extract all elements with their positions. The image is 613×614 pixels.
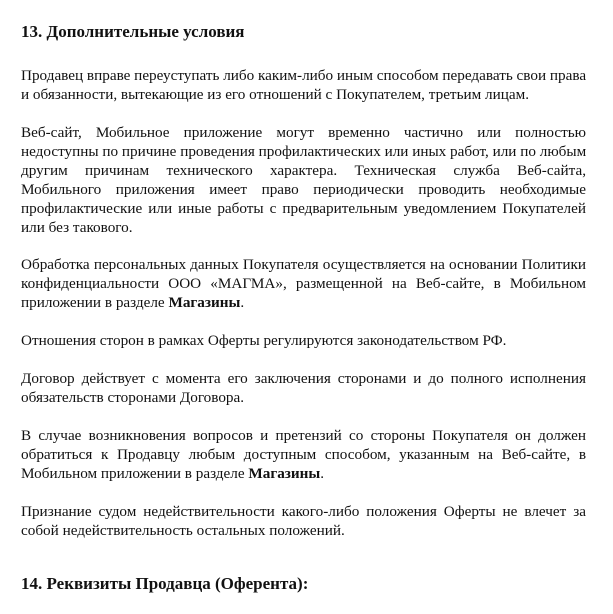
text-run: Мобильном приложении в разделе bbox=[21, 465, 249, 482]
paragraph-severability bbox=[21, 502, 586, 540]
text-line: другим причинам технического характера. Техническая служба Веб-сайта, bbox=[21, 162, 586, 179]
text-line bbox=[21, 293, 586, 312]
paragraph-personal-data bbox=[21, 255, 586, 312]
text-line: недоступны по причине проведения профилактических или иных работ, или по любым bbox=[21, 143, 587, 160]
bold-term-stores: Магазины bbox=[248, 465, 321, 482]
text-line: и обязанности, вытекающие из его отношений с Покупателем, третьим лицам. bbox=[21, 86, 530, 103]
text-line: Мобильного приложения имеет право периодически проводить необходимые bbox=[21, 181, 586, 198]
text-run: приложении в разделе bbox=[21, 294, 169, 311]
text-line: Договор действует с момента его заключения сторонами и до полного исполнения bbox=[21, 370, 586, 387]
paragraph-availability bbox=[21, 123, 586, 237]
bold-term-stores: Магазины bbox=[168, 294, 241, 311]
text-line: профилактические или иные работы с предварительным уведомлением Покупателей bbox=[21, 200, 586, 217]
text-line: Веб-сайт, Мобильное приложение могут временно частично или полностью bbox=[21, 124, 586, 141]
paragraph-contract-term bbox=[21, 369, 586, 407]
text-line: Признание судом недействительности какого-либо положения Оферты не влечет за bbox=[21, 503, 586, 520]
text-line: обратиться к Продавцу любым доступным способом, указанным на Веб-сайте, в bbox=[21, 446, 586, 463]
text-line bbox=[21, 464, 586, 483]
text-line: Продавец вправе переуступать либо каким-либо иным способом передавать свои права bbox=[21, 67, 587, 84]
text-line: или без такового. bbox=[21, 219, 133, 236]
text-line: Обработка персональных данных Покупателя осуществляется на основании Политики bbox=[21, 256, 586, 273]
text-run: . bbox=[240, 294, 245, 311]
section-14-heading: 14. Реквизиты Продавца (Оферента): bbox=[21, 574, 309, 593]
text-line: В случае возникновения вопросов и претензий со стороны Покупателя он должен bbox=[21, 427, 586, 444]
text-line: Отношения сторон в рамках Оферты регулируются законодательством РФ. bbox=[21, 332, 507, 349]
section-13-heading: 13. Дополнительные условия bbox=[21, 22, 245, 41]
text-line: конфиденциальности ООО «МАГМА», размещенной на Веб-сайте, в Мобильном bbox=[21, 275, 586, 292]
text-line: обязательств сторонами Договора. bbox=[21, 389, 245, 406]
text-run: . bbox=[320, 465, 325, 482]
paragraph-governing-law bbox=[21, 331, 586, 350]
paragraph-claims bbox=[21, 426, 586, 483]
paragraph-assignment-rights bbox=[21, 66, 586, 104]
text-line: собой недействительность остальных положений. bbox=[21, 522, 345, 539]
